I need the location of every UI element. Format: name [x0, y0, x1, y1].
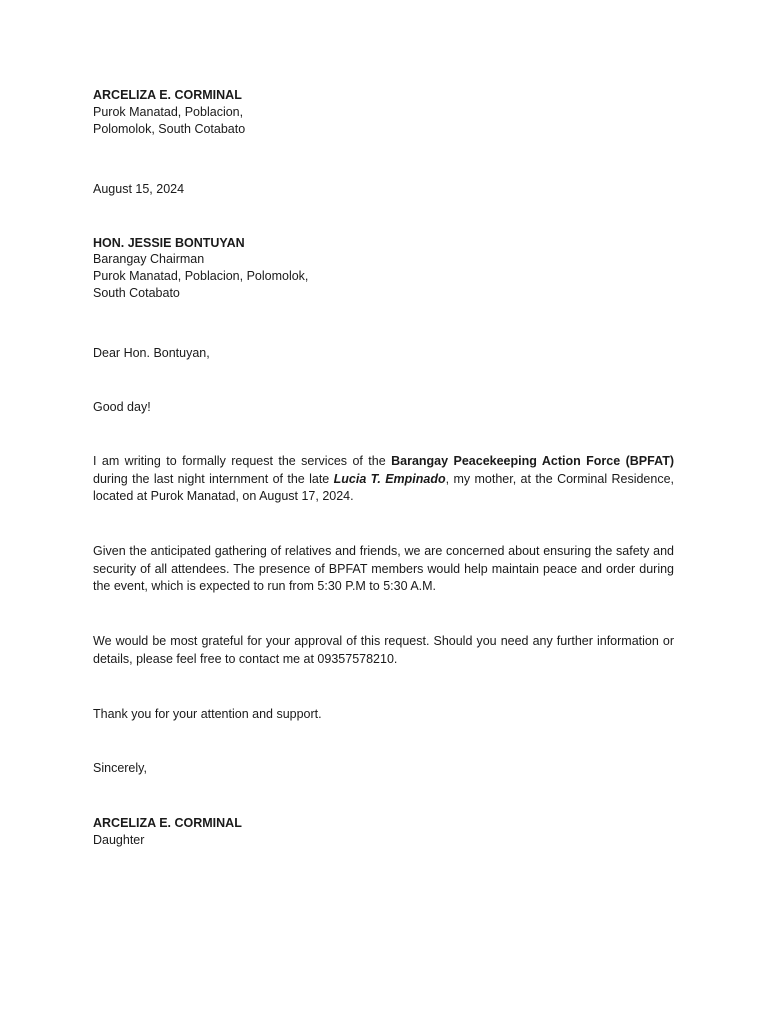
signature-relation: Daughter [93, 833, 145, 847]
letter-date: August 15, 2024 [93, 182, 185, 196]
closing: Sincerely, [93, 761, 147, 775]
recipient-address-line1: Purok Manatad, Poblacion, Polomolok, [93, 269, 309, 283]
organization-name: Barangay Peacekeeping Action Force (BPFAT) [391, 454, 674, 468]
greeting: Good day! [93, 400, 151, 414]
sender-address-line1: Purok Manatad, Poblacion, [93, 105, 244, 119]
body-paragraph-2: Given the anticipated gathering of relatives and friends, we are concerned about ensuring the safety and security of all attendees. The presence of BPFAT members would help maintain peace and order during the event, which is expected to run from 5:30 P.M to 5:30 A.M. [93, 544, 674, 593]
recipient-address-line2: South Cotabato [93, 286, 180, 300]
deceased-name: Lucia T. Empinado [333, 471, 446, 486]
recipient-title: Barangay Chairman [93, 252, 205, 266]
signature-name: ARCELIZA E. CORMINAL [93, 816, 242, 830]
p1-text-3: , my mother, at the Corminal Residence, located at Purok Manatad, on August 17, 2024. [93, 471, 674, 503]
p1-text-2: during the last night internment of the late [93, 471, 334, 486]
recipient-name: HON. JESSIE BONTUYAN [93, 236, 245, 250]
salutation: Dear Hon. Bontuyan, [93, 346, 210, 360]
body-paragraph-4: Thank you for your attention and support. [93, 707, 322, 721]
body-paragraph-3: We would be most grateful for your approval of this request. Should you need any further information or details, please feel free to contact me at 09357578210. [93, 634, 674, 666]
sender-address-line2: Polomolok, South Cotabato [93, 122, 246, 136]
body-paragraph-1 [93, 453, 674, 506]
p1-text-1: I am writing to formally request the services of the [93, 454, 392, 468]
sender-name: ARCELIZA E. CORMINAL [93, 88, 242, 102]
